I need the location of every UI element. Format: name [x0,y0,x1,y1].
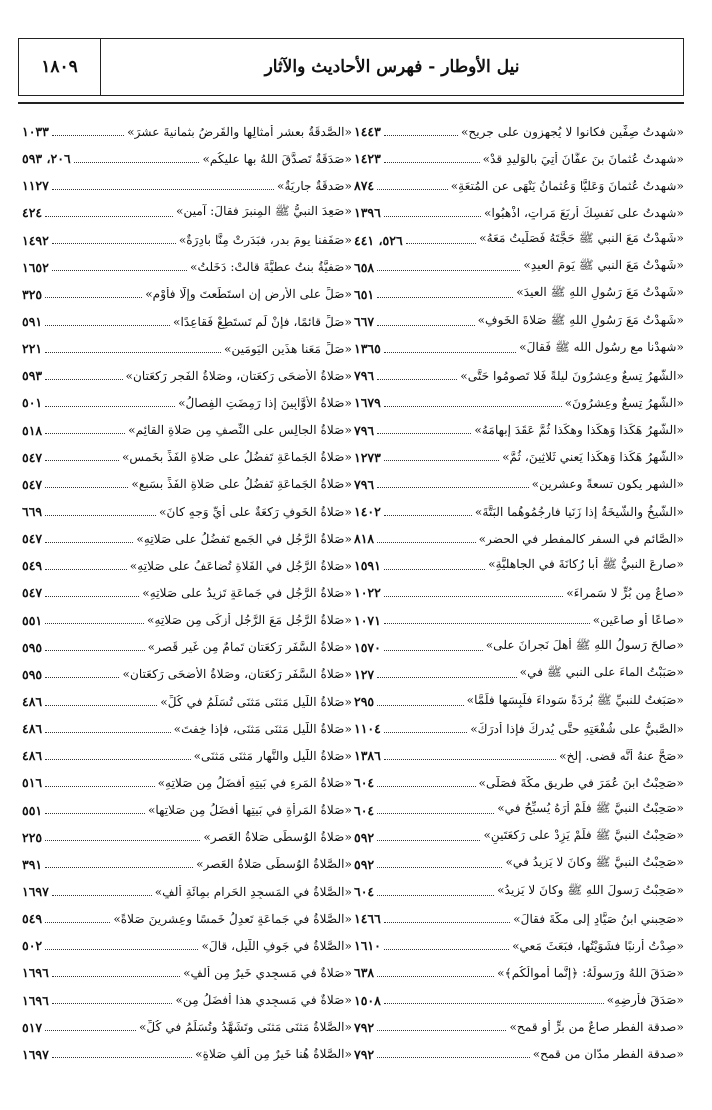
dot-leader [45,704,157,706]
hadith-text: «صدقة الفطر مدّان من قمحٍ» [532,1047,684,1062]
page-reference: ٥٢٦، ٤٤١ [354,232,403,248]
index-entry [352,607,684,634]
dot-leader [52,134,124,136]
page-reference: ٥٩٥ [22,639,43,655]
page-reference: ٦٣٨ [354,965,375,981]
dot-leader [377,839,480,841]
index-entry [20,172,352,199]
index-entry [20,959,352,986]
index-entry [352,417,684,444]
hadith-text: «صَبَبْتُ الماءَ على النبي ﷺ في» [519,665,684,680]
hadith-text: «صَلاةُ الأوَّابِينَ إذا رَمِضَتِ الفِصالُ» [178,395,352,410]
page-reference: ١١٢٧ [22,178,49,194]
index-entry [20,851,352,878]
page-reference: ١٦١٠ [354,938,381,954]
hadith-text: «صَدَقَةٌ تَصدَّقَ اللهُ بها عليكُم» [202,151,352,166]
dot-leader [377,812,494,814]
dot-leader [45,866,193,868]
index-entry [352,797,684,824]
index-entry [20,552,352,579]
dot-leader [45,324,170,326]
page-reference: ١٢٧ [354,666,375,682]
dot-leader [45,541,133,543]
dot-leader [52,1056,192,1058]
page-reference: ٥٤٩ [22,558,43,574]
page-reference: ١٠٣٣ [22,124,49,140]
hadith-text: «الصَّلاةُ الوُسطَى صَلاةُ العَصرِ» [196,857,352,872]
dot-leader [45,785,154,787]
dot-leader [377,704,463,706]
hadith-text: «شَهدْتُ مَعَ النبي ﷺ يَومَ العيدِ» [523,258,684,273]
index-entry [20,498,352,525]
dot-leader [45,486,128,488]
hadith-text: «صارعَ النبيُّ ﷺ أبا رُكانَةَ في الجاهليَّةِ» [488,556,684,571]
index-entry [20,987,352,1014]
index-entry [20,824,352,851]
page-reference: ٥٩٣ [22,368,43,384]
dot-leader [52,188,274,190]
index-entry [352,389,684,416]
page-reference: ١٣٦٥ [354,341,381,357]
page-reference: ٥٥١ [22,802,43,818]
index-entry [20,742,352,769]
hadith-text: «صَلاةُ الرَّجُلِ في جَماعَةٍ تَزيدُ على صَلاتِهِ» [142,585,352,600]
index-entry [352,444,684,471]
dot-leader [45,459,119,461]
index-entry [352,199,684,226]
hadith-text: «صَلاةُ الرَّجُلِ في الفَلاةِ تُضاعَفُ على صَلاتِهِ» [129,558,352,573]
page-header [18,38,684,96]
dot-leader [45,351,221,353]
dot-leader [377,676,517,678]
hadith-text: «صَلاةُ الأضحَى رَكعَتانِ، وصَلاةُ الفَجرِ رَكعَتانِ» [125,368,352,383]
dot-leader [377,975,494,977]
header-rule [18,102,684,104]
index-entry [20,905,352,932]
index-entry [20,227,352,254]
dot-leader [45,758,190,760]
dot-leader [384,649,483,651]
index-entry [352,362,684,389]
index-entry [20,769,352,796]
index-entry [20,254,352,281]
page-reference: ٥٤٩ [22,911,43,927]
page-reference: ٧٩٢ [354,1019,375,1035]
page-reference: ٢٢٥ [22,829,43,845]
hadith-text: «صَدَقَ فأرضِهِ» [606,993,684,1008]
dot-leader [45,812,145,814]
hadith-text: «صَلِّ على الأرضِ إن استَطَعتَ وإلَّا فأَوْمِ» [145,287,352,302]
index-entry [20,362,352,389]
index-entry [352,634,684,661]
dot-leader [377,1056,530,1058]
index-entry [352,688,684,715]
index-entry [352,769,684,796]
dot-leader [384,1002,604,1004]
dot-leader [45,296,142,298]
index-entry [20,579,352,606]
dot-leader [45,622,144,624]
page-reference: ٤٨٦ [22,721,43,737]
hadith-text: «شَهدْتُ مَعَ النبي ﷺ حَجَّتَهُ فَصَلَّيتُ مَعَهُ» [479,231,684,246]
hadith-text: «الشَّهرُ هَكَذا وَهكَذا يَعني ثَلاثِينَ، ثُمَّ» [502,450,684,465]
page-reference: ٣٩١ [22,856,43,872]
page-reference: ١٦٩٦ [22,965,49,981]
dot-leader [45,948,198,950]
hadith-text: «صَلاةٌ في مَسجِدي هذا أفضَلُ مِن» [175,993,352,1008]
index-entry [352,1014,684,1041]
dot-leader [45,921,110,923]
hadith-text: «صَلاةُ السَّفَرِ رَكعَتانِ، وصَلاةُ الأضحَى رَكعَتانِ» [122,667,352,682]
dot-leader [384,731,467,733]
dot-leader [377,378,457,380]
page-reference: ٧٩٢ [354,1046,375,1062]
index-entry [352,335,684,362]
hadith-text: «شهدْنا مع رسُول الله ﷺ فَقالَ» [519,339,684,354]
hadith-text: «صَلاةُ المَرءِ في بَيتِهِ أفضَلُ مِن صَلاتِهِ» [157,775,352,790]
dot-leader [384,622,590,624]
page-reference: ٢٠٦، ٥٩٣ [22,151,71,167]
hadith-text: «الصَّبيُّ على شُفْعَتِهِ حتَّى يُدرِكَ فإذا أدرَكَ» [470,721,684,736]
index-entry [352,552,684,579]
hadith-text: «الصَّلاةُ مَثنَى مَثنَى وتَشَهَّدُ وتُسَلِّمُ في كُلِّ» [138,1020,352,1035]
dot-leader [45,595,139,597]
hadith-text: «الصَّلاةُ في جَوفِ اللَّيلِ، قالَ» [201,938,352,953]
index-entry [352,824,684,851]
dot-leader [52,269,187,271]
hadith-text: «صَلاةُ الرَّجُلِ في الجَمعِ تَفضُلُ على صَلاتِهِ» [136,531,352,546]
hadith-text: «شهدتُ على نَفسِكَ أَربَعَ مَراتٍ، اذْهبُوا» [484,205,684,220]
hadith-text: «الشهر يكون تسعةً وعشرين» [531,477,684,492]
hadith-text: «صَلاةُ اللَّيلِ والنَّهارِ مَثنَى مَثنَى» [193,748,352,763]
page-reference: ١٤٦٦ [354,911,381,927]
index-entry [352,118,684,145]
page-reference: ٤٢٤ [22,205,43,221]
index-entry [20,525,352,552]
dot-leader [377,188,448,190]
hadith-text: «شهدتُ عُثمانَ بنَ عفَّانَ أُتِيَ بالوَليدِ قدْ» [482,151,684,166]
dot-leader [384,405,562,407]
hadith-text: «شَهدْتُ مَعَ رَسُولِ اللهِ ﷺ العيدَ» [516,285,684,300]
page-reference: ٨٧٤ [354,178,375,194]
dot-leader [377,486,529,488]
page-reference: ٢٩٥ [354,694,375,710]
index-entry [352,172,684,199]
index-entry [20,471,352,498]
hadith-text: «صَلاةُ الجالِسِ على النِّصفِ مِن صَلاةِ القائِمِ» [128,423,352,438]
hadith-text: «صِدْتُ أَرنبًا فشَوَيْتُها، فبَعَثَ مَعي» [512,938,684,953]
left-column [18,118,352,1068]
page-reference: ٦٦٩ [22,504,43,520]
hadith-text: «صَلِّ مَعَنا هذَينِ اليَومَينِ» [224,341,352,356]
page-reference: ٥٤٧ [22,585,43,601]
hadith-text: «الشَّيخُ والشَّيخَةُ إذا زَنَيا فارجُمُوهُما البَتَّةَ» [474,504,684,519]
dot-leader [377,1029,506,1031]
page-title: نيل الأوطار - فهرس الأحاديث والآثار [264,57,520,77]
hadith-text: «صَحِبْتُ ابنَ عُمَرَ في طريقِ مكَّةَ فصَلَّى» [478,775,684,790]
index-entry [20,797,352,824]
dot-leader [45,432,125,434]
index-entry [20,417,352,444]
page-reference: ٢٢١ [22,341,43,357]
page-reference: ٧٩٦ [354,422,375,438]
page-reference: ٥٩٢ [354,829,375,845]
page-reference: ١٤٩٢ [22,232,49,248]
dot-leader [384,351,516,353]
hadith-text: «الصَّدقَةُ بعشرِ أمثالِها والقَرضُ بثمانيةَ عشرَ» [127,124,352,139]
index-entry [20,1014,352,1041]
dot-leader [377,866,502,868]
dot-leader [377,296,513,298]
page-reference: ١٦٥٢ [22,259,49,275]
index-entry [20,634,352,661]
hadith-text: «صَحِبني ابنُ صَيَّادٍ إلى مكَّةَ فقالَ» [513,911,684,926]
index-entry [20,688,352,715]
hadith-text: «صَلاةُ الوُسطَى صَلاةُ العَصرِ» [203,830,352,845]
page-reference: ٥٩٥ [22,666,43,682]
index-page [18,38,684,1068]
index-entry [20,607,352,634]
index-entry [20,715,352,742]
dot-leader [384,948,509,950]
dot-leader [384,568,485,570]
index-entry [352,227,684,254]
dot-leader [52,975,180,977]
hadith-text: «صَحِبْتُ النبيَّ ﷺ فلَمْ يَزِدْ على رَكعَتَينِ» [483,828,684,843]
dot-leader [45,378,122,380]
page-reference: ٥٠٢ [22,938,43,954]
hadith-text: «الشَّهرُ هَكَذا وَهكَذا وهكَذا ثُمَّ عَقَدَ إبهامَهُ» [474,423,684,438]
page-reference: ١٦٧٩ [354,395,381,411]
dot-leader [52,894,152,896]
page-reference: ١١٠٤ [354,721,381,737]
dot-leader [384,595,563,597]
index-entry [20,932,352,959]
page-reference: ٥١٨ [22,422,43,438]
hadith-text: «صَلاةُ السَّفَرِ رَكعَتانِ تَمامٌ مِن غَيرِ قَصرٍ» [147,640,352,655]
hadith-text: «صَحَّ عنهُ أنَّه قضى. إلخ» [559,748,684,763]
page-reference: ٤٨٦ [22,748,43,764]
dot-leader [377,324,474,326]
dot-leader [384,161,480,163]
page-reference: ١٦٩٧ [22,884,49,899]
index-entry [20,145,352,172]
hadith-text: «صَبَغتُ للنبيِّ ﷺ بُردَةً سَوداءَ فلَبِسَها فلَمَّا» [466,692,684,707]
page-reference: ٦٥١ [354,286,375,302]
dot-leader [377,894,494,896]
hadith-text: «صَحِبْتُ النبيَّ ﷺ فلَمْ أرَهُ يُسبِّحُ في» [497,801,684,816]
index-entry [352,932,684,959]
hadith-text: «صَلِّ قائمًا، فإنْ لَم تَستَطِعْ فَقاعِدًا» [173,314,352,329]
dot-leader [52,242,176,244]
hadith-text: «صَدقَةٌ جاريَةٌ» [277,178,352,193]
page-reference: ١٤٤٣ [354,124,381,140]
hadith-text: «صاعٌ مِن بُرٍّ لا سَمراءَ» [566,585,684,600]
dot-leader [384,215,481,217]
index-entry [20,335,352,362]
dot-leader [52,1002,173,1004]
index-entry [352,1041,684,1068]
dot-leader [384,514,472,516]
dot-leader [45,568,127,570]
page-reference: ٨١٨ [354,531,375,547]
index-entry [352,525,684,552]
page-reference: ١٥٠٨ [354,992,381,1008]
page-reference: ١٦٩٧ [22,1046,49,1062]
page-reference: ١٥٩١ [354,558,381,574]
index-entry [352,878,684,905]
dot-leader [45,731,170,733]
index-columns [18,118,684,1068]
dot-leader [45,405,175,407]
hadith-text: «صَدَقَ اللهُ ورَسولُهُ: ﴿إنَّما أموالُكُم﴾» [497,965,684,980]
dot-leader [377,432,471,434]
hadith-text: «الصَّلاةُ هُنا خَيرٌ مِن ألفِ صَلاةٍ» [195,1047,352,1062]
hadith-text: «صَلاةُ المَرأةِ في بَيتِها أفضَلُ مِن صَلاتِها» [147,803,352,818]
dot-leader [45,839,200,841]
index-entry [20,389,352,416]
page-reference: ٥١٦ [22,775,43,791]
hadith-text: «صاعًا أو صاعَينِ» [592,613,684,628]
index-entry [20,444,352,471]
page-reference: ٥٠١ [22,395,43,411]
page-reference: ٧٩٦ [354,368,375,384]
dot-leader [384,758,556,760]
page-reference: ٥٤٧ [22,476,43,492]
page-reference: ٦٠٤ [354,802,375,818]
index-entry [352,715,684,742]
right-column [352,118,684,1068]
hadith-text: «صدقة الفطر صاعٌ من برٍّ أو قمحٍ» [509,1020,684,1035]
page-reference: ٥٤٧ [22,531,43,547]
dot-leader [377,269,520,271]
dot-leader [384,921,510,923]
dot-leader [384,459,499,461]
page-reference: ١٣٩٦ [354,205,381,221]
page-reference: ١٤٠٢ [354,504,381,520]
index-entry [352,145,684,172]
hadith-text: «الصَّائم في السفر كالمفطر في الحضر» [478,531,684,546]
dot-leader [384,134,458,136]
page-reference: ٥٩٢ [354,856,375,872]
hadith-text: «صَعِدَ النبيُّ ﷺ المِنبرَ فقالَ: آمين» [175,203,352,218]
index-entry [352,959,684,986]
page-reference: ٥٩١ [22,314,43,330]
hadith-text: «صَلاةُ الجَماعَةِ تَفضُلُ على صَلاةِ الفَذِّ بخَمسٍ» [121,450,352,465]
page-reference: ١٤٢٣ [354,151,381,167]
index-entry [20,118,352,145]
page-reference: ٥٥١ [22,612,43,628]
hadith-text: «الصَّلاةُ في جَماعَةٍ تَعدِلُ خَمسًا وعِشرينَ صَلاةً» [113,911,352,926]
index-entry [20,308,352,335]
page-reference: ١٠٢٢ [354,585,381,601]
index-entry [352,851,684,878]
hadith-text: «صَلاةُ الرَّجُلِ مَعَ الرَّجُلِ أزكَى مِن صَلاتِهِ» [147,613,352,628]
index-entry [352,661,684,688]
index-entry [352,742,684,769]
dot-leader [406,242,476,244]
index-entry [20,661,352,688]
index-entry [20,199,352,226]
hadith-text: «صَلاةٌ في مَسجِدي خَيرٌ مِن ألفٍ» [183,965,352,980]
dot-leader [45,676,119,678]
hadith-text: «الشَّهرُ تِسعٌ وعِشرُونَ» [564,395,684,410]
page-reference: ٥٤٧ [22,449,43,465]
hadith-text: «صَلاةُ الخَوفِ رَكعَةٌ على أيِّ وَجهٍ كانَ» [159,504,352,519]
page-reference: ٤٨٦ [22,694,43,710]
page-reference: ١٦٩٦ [22,992,49,1008]
hadith-text: «الشَّهرُ تِسعٌ وعِشرُونَ ليلةً فَلا تَصومُوا حَتَّى» [460,368,684,383]
hadith-text: «شهدتُ عُثمانَ وَعَليًّا وَعُثمانُ يَنْهَى عن المُتعَةِ» [450,178,684,193]
hadith-text: «صَحِبْتُ رَسولَ اللهِ ﷺ وكانَ لا يَزيدُ» [497,882,684,897]
hadith-text: «شهدتُ صِفِّين فكانوا لا يُجهزون على جريح» [460,124,684,139]
hadith-text: «الصَّلاةُ في المَسجِدِ الحَرامِ بمِائَةِ ألفٍ» [154,884,352,899]
page-reference: ٣٢٥ [22,286,43,302]
hadith-text: «صَلاةُ اللَّيلِ مَثنَى مَثنَى تُسَلِّمُ في كُلِّ» [160,694,352,709]
index-entry [352,281,684,308]
dot-leader [45,514,156,516]
page-reference: ٦٠٤ [354,884,375,899]
index-entry [352,987,684,1014]
page-reference: ٦٥٨ [354,259,375,275]
hadith-text: «صَلاةُ الجَماعَةِ تَفضُلُ على صَلاةِ الفَذِّ بسَبعٍ» [131,477,352,492]
hadith-text: «صَفَفنا يومَ بدرٍ، فبَدَرتْ مِنَّا بادِرَةٌ» [178,233,352,248]
dot-leader [45,649,145,651]
dot-leader [45,215,173,217]
page-reference: ١٥٧٠ [354,639,381,655]
hadith-text: «صَفيَّةُ بنتُ عطيَّةَ قالتْ: دَخَلتُ» [190,260,352,275]
dot-leader [74,161,200,163]
index-entry [352,471,684,498]
hadith-text: «صَلاةُ اللَّيلِ مَثنَى مَثنَى، فإذا خِفتَ» [173,721,352,736]
page-reference: ٥١٧ [22,1019,43,1035]
index-entry [20,281,352,308]
index-entry [352,308,684,335]
page-reference: ١٢٧٣ [354,449,381,465]
index-entry [352,905,684,932]
hadith-text: «صَحِبْتُ النبيَّ ﷺ وكانَ لا يَزيدُ في» [505,855,684,870]
page-reference: ٧٩٦ [354,476,375,492]
dot-leader [377,785,475,787]
dot-leader [377,541,475,543]
index-entry [352,498,684,525]
page-number: ١٨٠٩ [19,39,101,95]
page-reference: ٦٦٧ [354,314,375,330]
index-entry [20,878,352,905]
index-entry [20,1041,352,1068]
dot-leader [45,1029,136,1031]
hadith-text: «شَهدْتُ مَعَ رَسُولِ اللهِ ﷺ صَلاةَ الخَوفِ» [477,312,684,327]
page-reference: ١٠٧١ [354,612,381,628]
page-reference: ١٣٨٦ [354,748,381,764]
hadith-text: «صالحَ رَسولُ اللهِ ﷺ أهلَ نَجرانَ على» [485,638,684,653]
index-entry [352,254,684,281]
page-reference: ٦٠٤ [354,775,375,791]
index-entry [352,579,684,606]
